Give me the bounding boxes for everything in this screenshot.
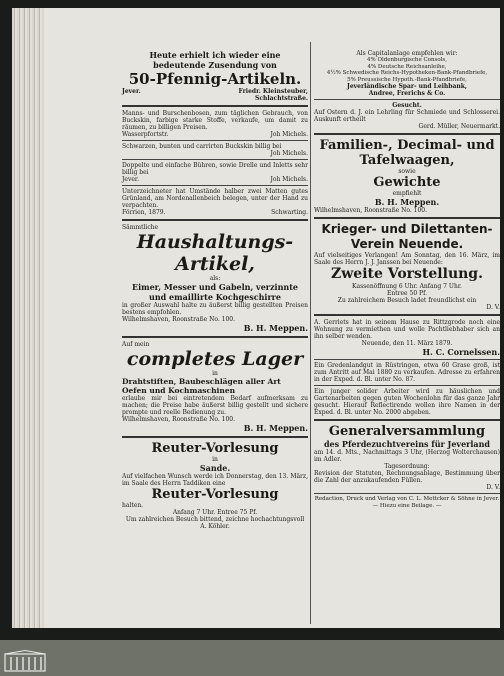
ad-verein-invite: Zu zahlreichem Besuch ladet freundlichst ein	[337, 297, 477, 304]
divider	[314, 314, 500, 316]
sig-name: Joh Michels.	[270, 176, 308, 183]
ad-schwarting-sig	[122, 209, 308, 216]
ad-meppen2-headline: completes Lager	[126, 348, 304, 370]
ad-gesucht-signature: Gerd. Müller, Neuermarkt.	[418, 123, 500, 130]
ad-meppen2-text: erlaube mir bei eintretendem Bedarf aufmerksam zu machen; die Preise habe äußerst billig gestellt und sichere prompte und reelle Bedienung zu.	[122, 395, 308, 416]
ad-meppen1-address: Wilhelmshaven, Roonstraße No. 100.	[122, 316, 236, 323]
ad-landgut-text: Ein Gredenlandgut in Rüstringen, etwa 60 Grase groß, ist zum Antritt auf Mai 1880 zu verkaufen. Adresse zu erfahren in der Exped. d. Bl. unter No. 87.	[314, 362, 500, 383]
ad-michels-buehren: Doppelte und einfache Bühren, sowie Drelle und Inletts sehr billig bei	[122, 162, 308, 176]
ad-waagen-sowie: sowie	[398, 168, 416, 175]
book-page-edges	[12, 8, 46, 628]
ad-versammlung-agenda: Revision der Statuten, Rechnungsablage, Bestimmung über die Zahl der anzukaufenden Füllen.	[314, 470, 500, 484]
ad-arbeiter-text: Ein junger solider Arbeiter wird zu häuslichen und Gartenarbeiten gegen guten Wochenlohn für das ganze Jahr gesucht. Hierauf Reflectirende wollen ihre Namen in der Exped. d. Bl. unter No. 2000 abgeben.	[314, 388, 500, 416]
ad-reuter-headline2: Reuter-Vorlesung	[151, 487, 279, 502]
divider	[122, 185, 308, 186]
divider	[314, 419, 500, 421]
ad-meppen1-text: in großer Auswahl halte zu äußerst billig gestellten Preisen bestens empfohlen.	[122, 302, 308, 316]
ad-kleinsteuber-headline: 50-Pfennig-Artikeln.	[128, 70, 302, 88]
divider	[122, 140, 308, 141]
sig-name: Joh Michels.	[270, 131, 308, 138]
ad-kleinsteuber-street: Schlachtstraße.	[255, 95, 308, 102]
ad-waagen-address: Wilhelmshaven, Roonstraße No. 100.	[314, 207, 428, 214]
ad-waagen-emp: empfiehlt	[392, 190, 422, 197]
ad-bank-line4: 5% Preussische Hypoth.-Bank-Pfandbriefe,	[347, 76, 467, 83]
ad-meppen1-signature: B. H. Meppen.	[243, 323, 308, 333]
divider	[314, 359, 500, 360]
ad-gerriets-signature: H. C. Cornelssen.	[422, 347, 500, 357]
supplement-note: — Hiezu eine Beilage. —	[372, 502, 442, 509]
sig-place: Jever.	[122, 176, 140, 183]
ad-meppen2-address: Wilhelmshaven, Roonstraße No. 100.	[122, 416, 236, 423]
ad-bank-lead: Als Capitalanlage empfehlen wir:	[356, 50, 458, 57]
ad-verein-headline2: Zweite Vorstellung.	[331, 266, 483, 282]
ad-gesucht-text: Auf Ostern d. J. ein Lehrling für Schmiede und Schlosserei. Auskunft ertheilt	[314, 109, 500, 123]
ad-bank-line2: 4% Deutsche Reichsanleihe,	[367, 63, 447, 70]
ad-bank-line1: 4% Oldenburgische Consols,	[366, 57, 447, 63]
ad-kleinsteuber-signature	[122, 88, 308, 95]
ad-verein-time: Kassenöffnung 6 Uhr. Anfang 7 Uhr.	[352, 283, 462, 290]
ad-gerriets-text: A. Gerriets hat in seinem Hause zu Rittzgrode noch eine Wohnung zu vermiethen und wolle Pachtliebhaber sich an ihn selber wenden.	[314, 319, 500, 340]
ad-reuter-place: Sande.	[199, 463, 231, 473]
sig-place: Wasserpfortstr.	[122, 131, 169, 138]
right-column	[314, 50, 500, 509]
ad-verein-text: Auf vielseitiges Verlangen! Am Sonntag, den 16. März, im Saale des Herrn J. J. Janssen bei Neuende:	[314, 252, 500, 266]
ad-michels-sig1	[122, 131, 308, 138]
ad-gesucht-head: Gesucht.	[392, 102, 422, 109]
ad-versammlung-agenda-head: Tagesordnung:	[384, 463, 430, 470]
ad-versammlung-sub: des Pferdezuchtvereins für Jeverland	[323, 439, 491, 449]
sig-place: Jever.	[122, 88, 141, 95]
ad-meppen2-signature: B. H. Meppen.	[243, 423, 308, 433]
ad-reuter-text: Auf vielfachen Wunsch werde ich Donnerstag, den 13. März, im Saale des Herrn Taddiken eine	[122, 473, 308, 487]
ad-bank-line3: 4½% Schwedische Reichs-Hypotheken-Bank-Pfandbriefe,	[326, 70, 488, 76]
ad-gerriets-place: Neuende, den 11. März 1879.	[361, 340, 453, 347]
ad-schwarting: Unterzeichneter hat Umstände halber zwei Matten gutes Grünland, am Nordenallenbeich belegen, unter der Hand zu verpachten.	[122, 188, 308, 209]
divider	[122, 219, 308, 221]
divider	[122, 159, 308, 160]
library-building-logo	[4, 650, 46, 672]
ad-versammlung-headline: Generalversammlung	[328, 424, 486, 439]
ad-kleinsteuber-intro: Heute erhielt ich wieder eine bedeutende Zusendung von	[149, 50, 281, 70]
ad-reuter-text2: halten.	[122, 502, 144, 509]
column-divider	[310, 42, 311, 624]
ad-michels-buckskin: Schwarzen, bunten und carrirten Buckskin billig bei	[122, 143, 282, 150]
divider	[314, 493, 500, 494]
ad-meppen2-lead: Auf mein	[122, 341, 150, 348]
ad-michels-sig2: Joh Michels.	[270, 150, 308, 157]
divider	[314, 99, 500, 100]
ad-versammlung-signature: D. V.	[486, 484, 500, 491]
ad-reuter-time: Anfang 7 Uhr. Entree 75 Pf.	[172, 509, 258, 516]
ad-verein-entree: Entree 50 Pf.	[386, 290, 428, 297]
ad-waagen-signature: B. H. Meppen.	[374, 197, 440, 207]
imprint: Redaction, Druck und Verlag von C. L. Mettcker & Söhne in Jever.	[314, 496, 500, 502]
ad-verein-signature: D. V.	[486, 304, 500, 311]
ad-meppen1-als: als:	[209, 275, 221, 282]
ad-reuter-headline: Reuter-Vorlesung	[151, 441, 279, 456]
ad-meppen1-lead: Sämmtliche	[122, 224, 159, 231]
ad-waagen-headline2: Gewichte	[373, 175, 441, 190]
sig-name: Friedr. Kleinsteuber,	[238, 88, 308, 95]
divider	[122, 336, 308, 338]
ad-meppen1-headline: Haushaltungs-Artikel,	[136, 231, 294, 275]
viewer-bottom-bar	[0, 640, 504, 676]
ad-meppen2-in: in	[212, 370, 218, 377]
ad-michels-sig3	[122, 176, 308, 183]
ad-bank-org: Jeverländische Spar- und Leihbank,	[347, 83, 467, 90]
divider	[122, 436, 308, 438]
ad-meppen2-items: Drahtstiften, Baubeschlägen aller Art Oefen und Kochmaschinen	[122, 377, 281, 395]
divider	[122, 105, 308, 107]
ad-reuter-in: in	[212, 456, 218, 463]
sig-name: Schwarting.	[271, 209, 308, 216]
ad-verein-headline: Krieger- und Dilettanten-Verein Neuende.	[321, 222, 493, 251]
sig-place: Förrien, 1879.	[122, 209, 166, 216]
ad-bank-signature: Andree, Frerichs & Co.	[368, 90, 446, 97]
ad-michels-hosen: Manns- und Burschenhosen, zum täglichen Gebrauch, von Buckskin, farbige starke Stoffe, verkaufe, um damit zu räumen, zu billigen Preisen.	[122, 110, 308, 131]
ad-reuter-invite: Um zahlreichen Besuch bittend, zeichne hochachtungsvoll A. Köhler.	[125, 516, 305, 530]
divider	[314, 217, 500, 219]
divider	[314, 385, 500, 386]
ad-versammlung-text: am 14. d. Mts., Nachmittags 3 Uhr, (Herzog Wolterchausen) im Adler.	[314, 449, 500, 463]
ad-meppen1-items: Eimer, Messer und Gabeln, verzinnte und emaillirte Kochgeschirre	[131, 282, 299, 302]
left-column	[122, 50, 308, 530]
divider	[314, 133, 500, 135]
ad-waagen-headline: Familien-, Decimal- und Tafelwaagen,	[319, 138, 495, 168]
